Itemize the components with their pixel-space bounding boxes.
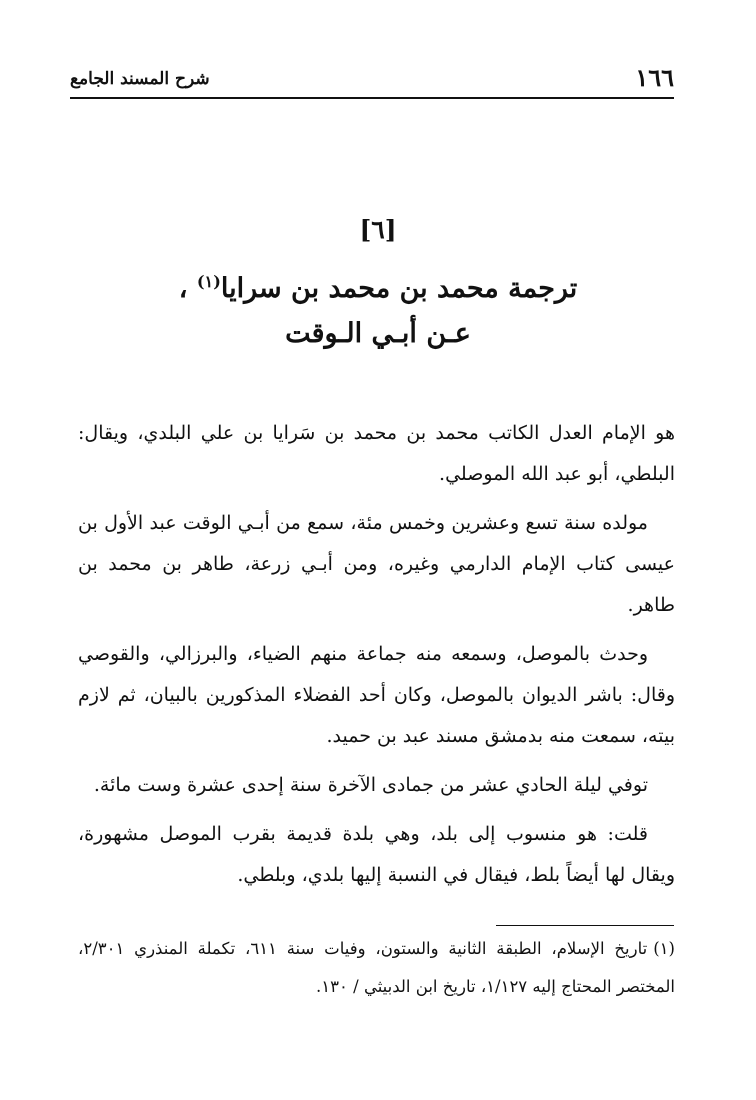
paragraph-2: مولده سنة تسع وعشرين وخمس مئة، سمع من أبـي الوقت عبد الأول بن عيسى كتاب الإمام الدارمي وغيره، ومن أبـي زرعة، طاهر بن محمد بن طاهر. [78,512,675,616]
paragraph-1: هو الإمام العدل الكاتب محمد بن محمد بن سَرايا بن علي البلدي، ويقال: البلطي، أبو عبد الله الموصلي. [78,422,675,485]
page-header [70,62,674,94]
footnote-rule [496,925,674,926]
entry-title-text: ترجمة محمد بن محمد بن سرايا [220,273,578,304]
body-text [78,413,675,896]
entry-title-comma: ، [178,273,188,304]
page-number: ١٦٦ [635,63,674,92]
entry-number: [٦] [359,215,397,244]
footnote-text: تاريخ الإسلام، الطبقة الثانية والستون، وفيات سنة ٦١١، تكملة المنذري ٢/٣٠١، المختصر المحتاج إليه ١/١٢٧، تاريخ ابن الدبيثي / ١٣٠. [78,939,675,996]
title-footnote-marker[interactable]: (١) [196,272,221,291]
paragraph-5: قلت: هو منسوب إلى بلد، وهي بلدة قديمة بقرب الموصل مشهورة، ويقال لها أيضاً بلط، فيقال في النسبة إليها بلدي، وبلطي. [78,823,675,886]
paragraph-4: توفي ليلة الحادي عشر من جمادى الآخرة سنة إحدى عشرة وست مائة. [93,774,648,796]
footnote-1 [78,930,675,1006]
footnote-number: (١) [653,939,675,958]
footnotes [78,930,675,1006]
entry-subtitle: عـن أبـي الـوقت [285,318,471,349]
entry-title [60,260,696,311]
header-rule [70,97,674,99]
running-title: شرح المسند الجامع [70,69,210,89]
paragraph-3: وحدث بالموصل، وسمعه منه جماعة منهم الضياء، والبرزالي، والقوصي وقال: باشر الديوان بالموصل، وكان أحد الفضلاء المذكورين بالبيان، ثم لازم بيته، سمعت منه بدمشق مسند عبد بن حميد. [78,643,675,747]
